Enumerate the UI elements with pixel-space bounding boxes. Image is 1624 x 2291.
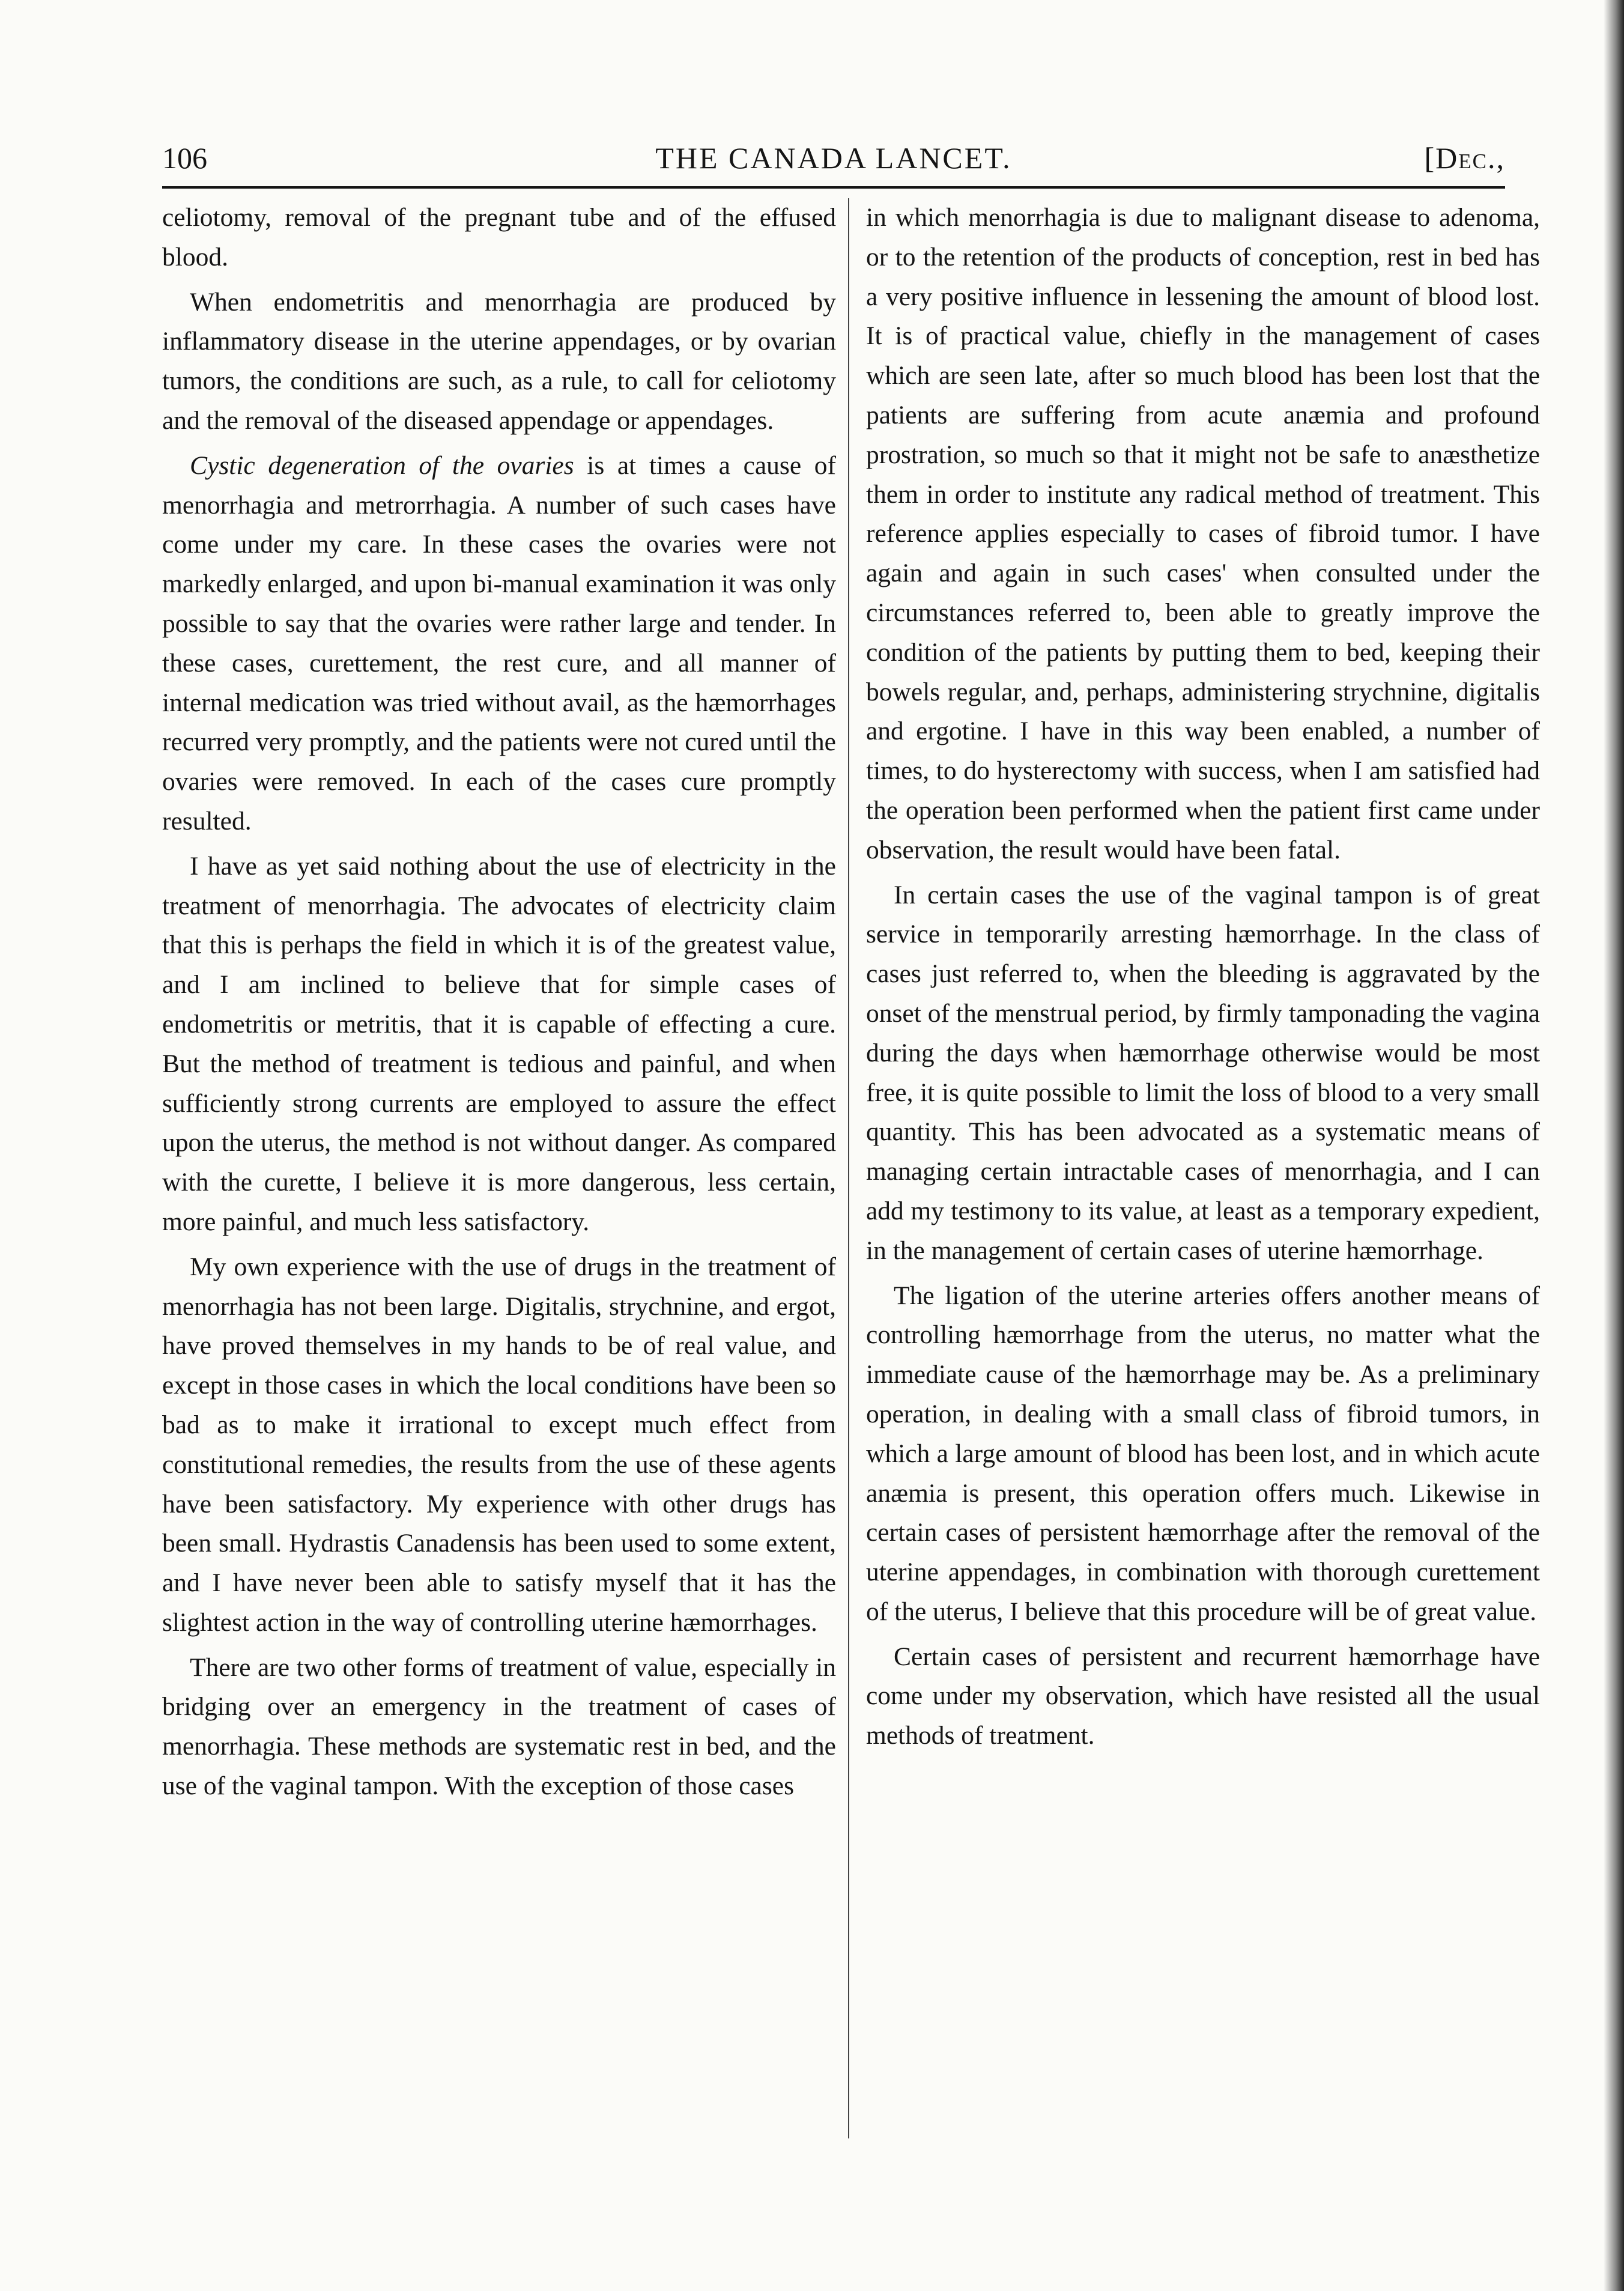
right-column: [866, 198, 1540, 2138]
paragraph: There are two other forms of treatment of value, especially in bridging over an emergency in the treatment of cases of menorrhagia. These methods are systematic rest in bed, and the use of the vaginal tampon. With the exception of those cases: [162, 1652, 836, 1801]
paragraph: When endometritis and menorrhagia are produced by inflammatory disease in the uterine appendages, or by ovarian tumors, the conditions are such, as a rule, to call for celiotomy and the removal of the diseased appendage or appendages.: [162, 287, 836, 435]
page-number: 106: [162, 141, 207, 175]
header-rule: [162, 186, 1505, 189]
paragraph: celiotomy, removal of the pregnant tube and of the effused blood.: [162, 203, 836, 272]
page-spine-shadow: [1604, 0, 1624, 2291]
paragraph: I have as yet said nothing about the use of electricity in the treatment of menorrhagia. The advocates of electricity claim that this is perhaps the field in which it is of the greatest value, and I am inclined to believe that for simple cases of endometritis or metritis, that it is capable of effecting a cure. But the method of treatment is tedious and painful, and when sufficiently strong currents are employed to assure the effect upon the uterus, the method is not without danger. As compared with the curette, I believe it is more dangerous, less certain, more painful, and much less satisfactory.: [162, 851, 836, 1236]
paragraph: My own experience with the use of drugs in the treatment of menorrhagia has not been large. Digitalis, strychnine, and ergot, have proved themselves in my hands to be of real value, and except in those cases in which the local conditions have been so bad as to make it irrational to except much effect from constitutional remedies, the results from the use of these agents have been satisfactory. My experience with other drugs has been small. Hydrastis Canadensis has been used to some extent, and I have never been able to satisfy myself that it has the slightest action in the way of controlling uterine hæmorrhages.: [162, 1252, 836, 1637]
paragraph: Certain cases of persistent and recurrent hæmorrhage have come under my observation, which have resisted all the usual methods of treatment.: [866, 1642, 1540, 1750]
left-column: [162, 198, 836, 2138]
paragraph: In certain cases the use of the vaginal tampon is of great service in temporarily arresting hæmorrhage. In the class of cases just referred to, when the bleeding is aggravated by the onset of the menstrual period, by firmly tamponading the vagina during the days when hæmorrhage otherwise would be most free, it is quite possible to limit the loss of blood to a very small quantity. This has been advocated as a systematic means of managing certain intractable cases of menorrhagia, and I can add my testimony to its value, at least as a temporary expedient, in the management of certain cases of uterine hæmorrhage.: [866, 880, 1540, 1265]
paragraph: [162, 446, 836, 842]
issue-month: [Dec.,: [1424, 141, 1505, 175]
paragraph-text: is at times a cause of menorrhagia and metrorrhagia. A number of such cases have come under my care. In these cases the ovaries were not markedly enlarged, and upon bi-manual examination it was only possible to say that the ovaries were rather large and tender. In these cases, curettement, the rest cure, and all manner of internal medication was tried without avail, as the hæmorrhages recurred very promptly, and the patients were not cured until the ovaries were removed. In each of the cases cure promptly resulted.: [162, 451, 836, 836]
paragraph: The ligation of the uterine arteries offers another means of controlling hæmorrhage from the uterus, no matter what the immediate cause of the hæmorrhage may be. As a preliminary operation, in dealing with a small class of fibroid tumors, in which a large amount of blood has been lost, and in which acute anæmia is present, this operation offers much. Likewise in certain cases of persistent hæmorrhage after the removal of the uterine appendages, in combination with thorough curettement of the uterus, I believe that this procedure will be of great value.: [866, 1281, 1540, 1626]
journal-title: THE CANADA LANCET.: [655, 141, 1012, 175]
italic-lead: Cystic degeneration of the ovaries: [190, 451, 574, 480]
paragraph: in which menorrhagia is due to malignant disease to adenoma, or to the retention of the products of conception, rest in bed has a very positive influence in lessening the amount of blood lost. It is of practical value, chiefly in the management of cases which are seen late, after so much blood has been lost that the patients are suffering from acute anæmia and profound prostration, so much so that it might not be safe to anæsthetize them in order to institute any radical method of treatment. This reference applies especially to cases of fibroid tumor. I have again and again in such cases' when consulted under the circumstances referred to, been able to greatly improve the condition of the patients by putting them to bed, keeping their bowels regular, and, perhaps, administering strychnine, digitalis and ergotine. I have in this way been enabled, a number of times, to do hysterectomy with success, when I am satisfied had the operation been performed when the patient first came under observation, the result would have been fatal.: [866, 203, 1540, 864]
column-divider: [848, 198, 849, 2138]
running-header: [162, 136, 1505, 180]
